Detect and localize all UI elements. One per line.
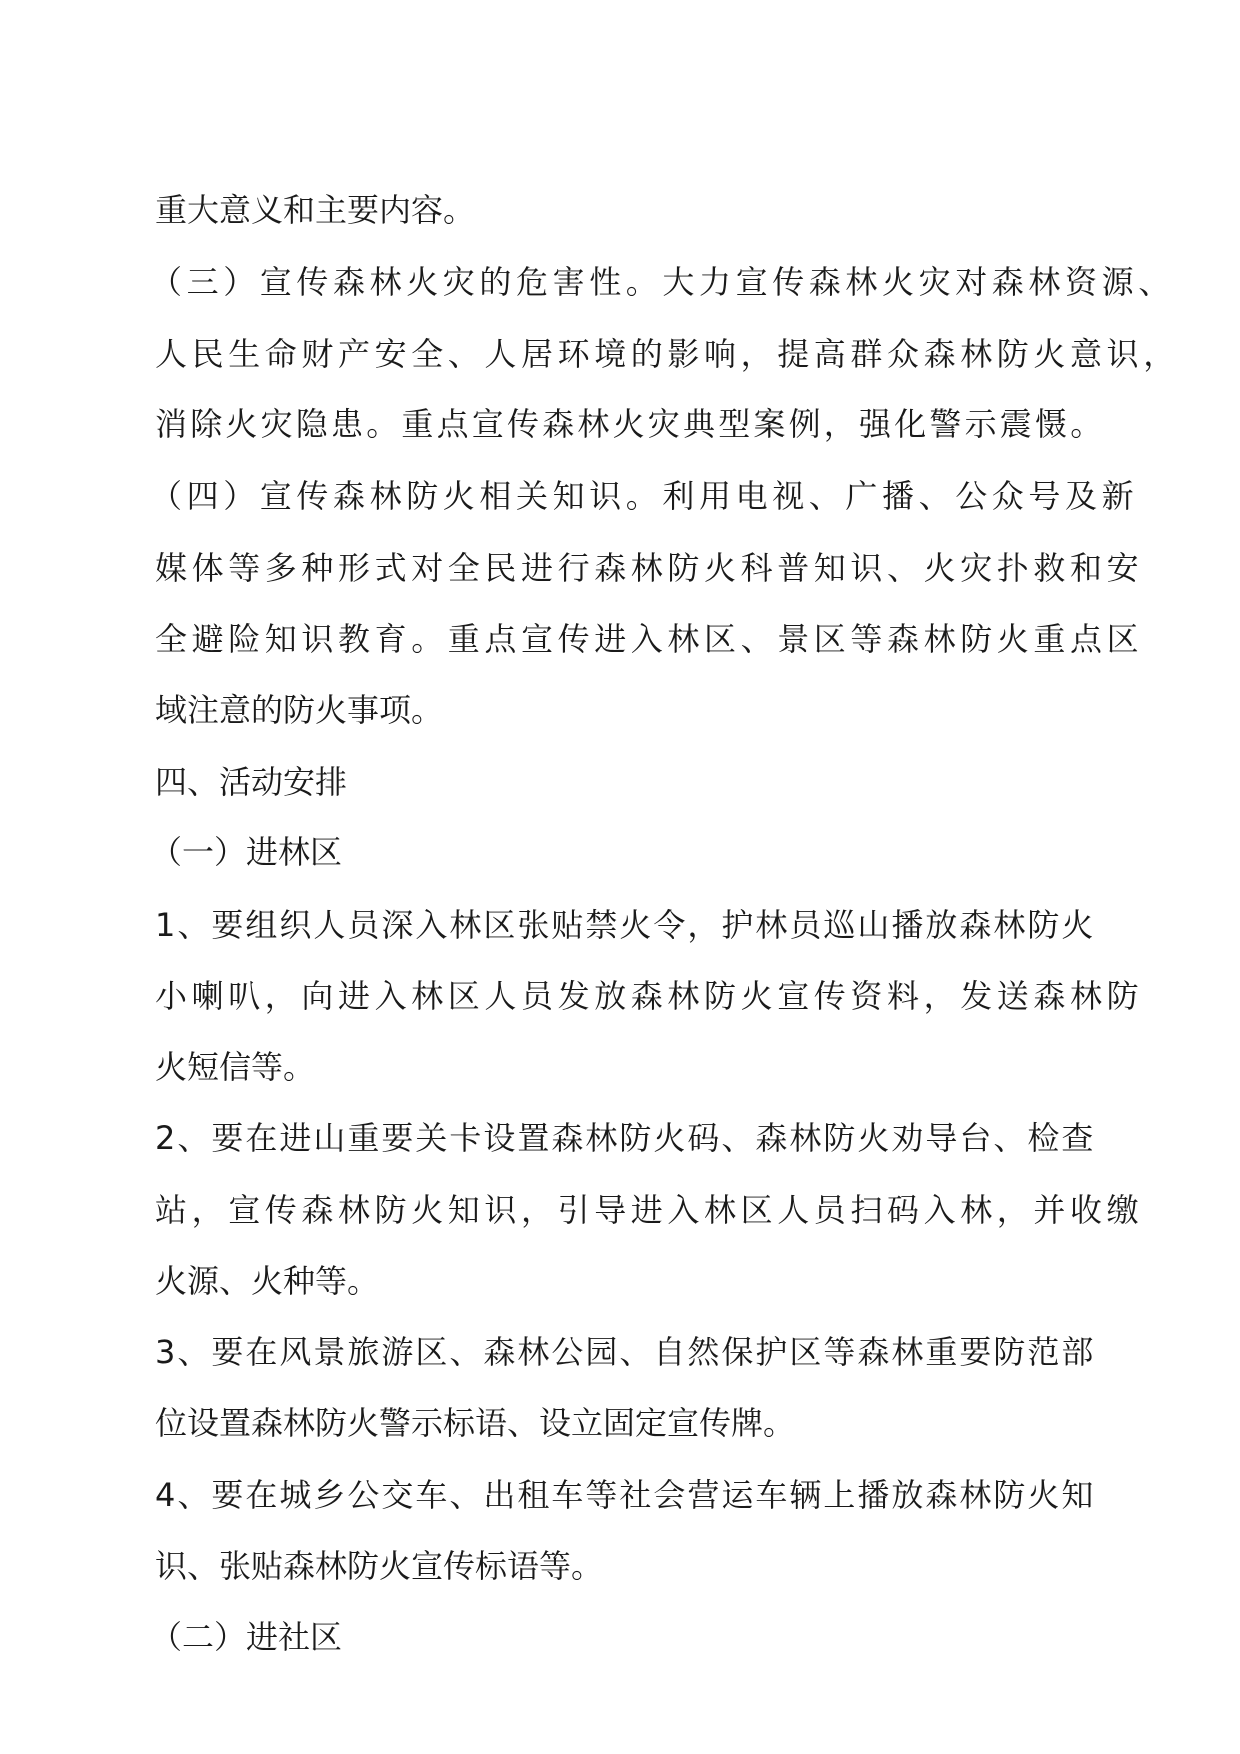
text-line-6: 媒体等多种形式对全民进行森林防火科普知识、火灾扑救和安 [155,549,1144,587]
list-item-1-line-1: 1、要组织人员深入林区张贴禁火令，护林员巡山播放森林防火 [155,906,1096,944]
subheading-community: （二）进社区 [150,1618,343,1656]
text-line-7: 全避险知识教育。重点宣传进入林区、景区等森林防火重点区 [155,620,1144,658]
list-item-3-line-1: 3、要在风景旅游区、森林公园、自然保护区等森林重要防范部 [155,1333,1096,1371]
section-heading-3: （三）宣传森林火灾的危害性。大力宣传森林火灾对森林资源、 [150,263,1175,301]
text-line-8: 域注意的防火事项。 [155,691,444,729]
list-item-1-line-2: 小喇叭，向进入林区人员发放森林防火宣传资料，发送森林防 [155,977,1144,1015]
text-line-1: 重大意义和主要内容。 [155,191,476,229]
list-item-2-line-1: 2、要在进山重要关卡设置森林防火码、森林防火劝导台、检查 [155,1119,1096,1157]
list-item-2-line-3: 火源、火种等。 [155,1262,380,1300]
list-item-2-line-2: 站，宣传森林防火知识，引导进入林区人员扫码入林，并收缴 [155,1191,1144,1229]
list-item-3-line-2: 位设置森林防火警示标语、设立固定宣传牌。 [155,1404,796,1442]
subheading-forest-area: （一）进林区 [150,833,343,871]
chapter-heading-4: 四、活动安排 [155,763,348,801]
list-item-4-line-1: 4、要在城乡公交车、出租车等社会营运车辆上播放森林防火知 [155,1476,1096,1514]
list-item-1-line-3: 火短信等。 [155,1048,316,1086]
section-heading-4: （四）宣传森林防火相关知识。利用电视、广播、公众号及新 [150,477,1139,515]
list-item-4-line-2: 识、张贴森林防火宣传标语等。 [155,1547,604,1585]
text-line-3: 人民生命财产安全、人居环境的影响，提高群众森林防火意识， [155,335,1180,373]
text-line-4: 消除火灾隐患。重点宣传森林火灾典型案例，强化警示震慑。 [155,405,1106,443]
